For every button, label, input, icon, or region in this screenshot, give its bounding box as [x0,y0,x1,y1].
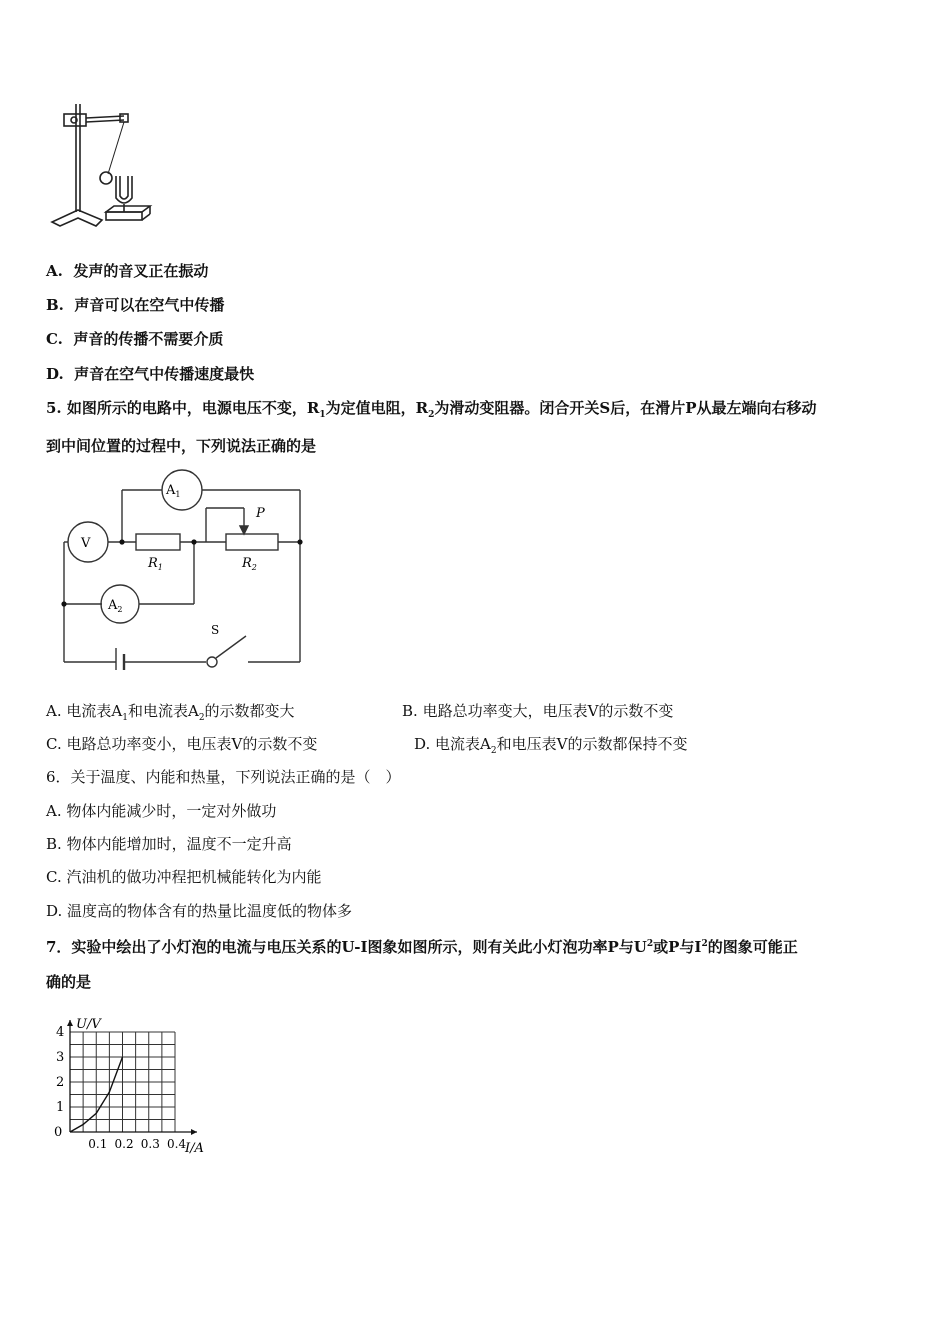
x-tick-label: 0.2 [114,1137,134,1151]
q6-option-d: D. 温度高的物体含有的热量比温度低的物体多 [46,902,353,920]
q6-stem: 6．关于温度、内能和热量，下列说法正确的是（ ） [46,768,401,786]
ammeter-a1-label: $A_1$ [166,483,181,499]
ammeter-a2-label: $A_2$ [108,598,123,614]
slider-p-label: P [256,506,265,521]
q5-stem: 5. 如图所示的电路中，电源电压不变，$R_1$为定值电阻，$R_2$为滑动变阻器。闭合开关S后，在滑片P从最左端向右移动 [46,399,817,420]
voltmeter-label: V [81,536,91,551]
y-tick-label: 0 [54,1125,63,1140]
y-axis-label: U/V [76,1017,101,1032]
resistor-r1-label: $R_1$ [148,556,163,572]
y-tick-label: 1 [56,1100,65,1115]
q5-stem-line2: 到中间位置的过程中，下列说法正确的是 [46,437,317,455]
x-tick-label: 0.1 [88,1137,108,1151]
q6-option-a: A. 物体内能减少时，一定对外做功 [46,802,277,820]
q7-stem-line2: 确的是 [46,973,92,991]
circuit-diagram [56,468,306,670]
q4-option-a: A. 发声的音叉正在振动 [46,262,209,280]
q4-option-d: D. 声音在空气中传播速度最快 [46,365,255,383]
q5-option-a: A. 电流表$A_1$和电流表$A_2$的示数都变大 [46,702,295,723]
x-axis-arrow [191,1129,197,1135]
q5-option-c: C. 电路总功率变小，电压表V的示数不变 [46,735,318,753]
x-tick-label: 0.4 [167,1137,187,1151]
y-axis-arrow [67,1020,73,1026]
q5-option-b: B. 电路总功率变大，电压表V的示数不变 [402,702,674,720]
q7-stem: 7．实验中绘出了小灯泡的电流与电压关系的U-I图象如图所示，则有关此小灯泡功率P与$U^2$或P与$I^2$的图象可能正 [46,938,798,956]
switch-s-label: S [211,623,220,637]
x-axis-label: I/A [185,1141,204,1156]
q5-option-d: D. 电流表$A_2$和电压表V的示数都保持不变 [414,735,688,756]
ui-chart [40,1008,215,1158]
tuning-fork-figure [44,98,159,234]
y-tick-label: 3 [56,1050,65,1065]
q4-option-c: C. 声音的传播不需要介质 [46,330,224,348]
resistor-r2-label: $R_2$ [242,556,257,572]
q6-option-c: C. 汽油机的做功冲程把机械能转化为内能 [46,868,322,886]
y-tick-label: 4 [56,1025,65,1040]
x-tick-label: 0.3 [140,1137,160,1151]
q6-option-b: B. 物体内能增加时，温度不一定升高 [46,835,292,853]
y-tick-label: 2 [56,1075,65,1090]
q4-option-b: B. 声音可以在空气中传播 [46,296,225,314]
